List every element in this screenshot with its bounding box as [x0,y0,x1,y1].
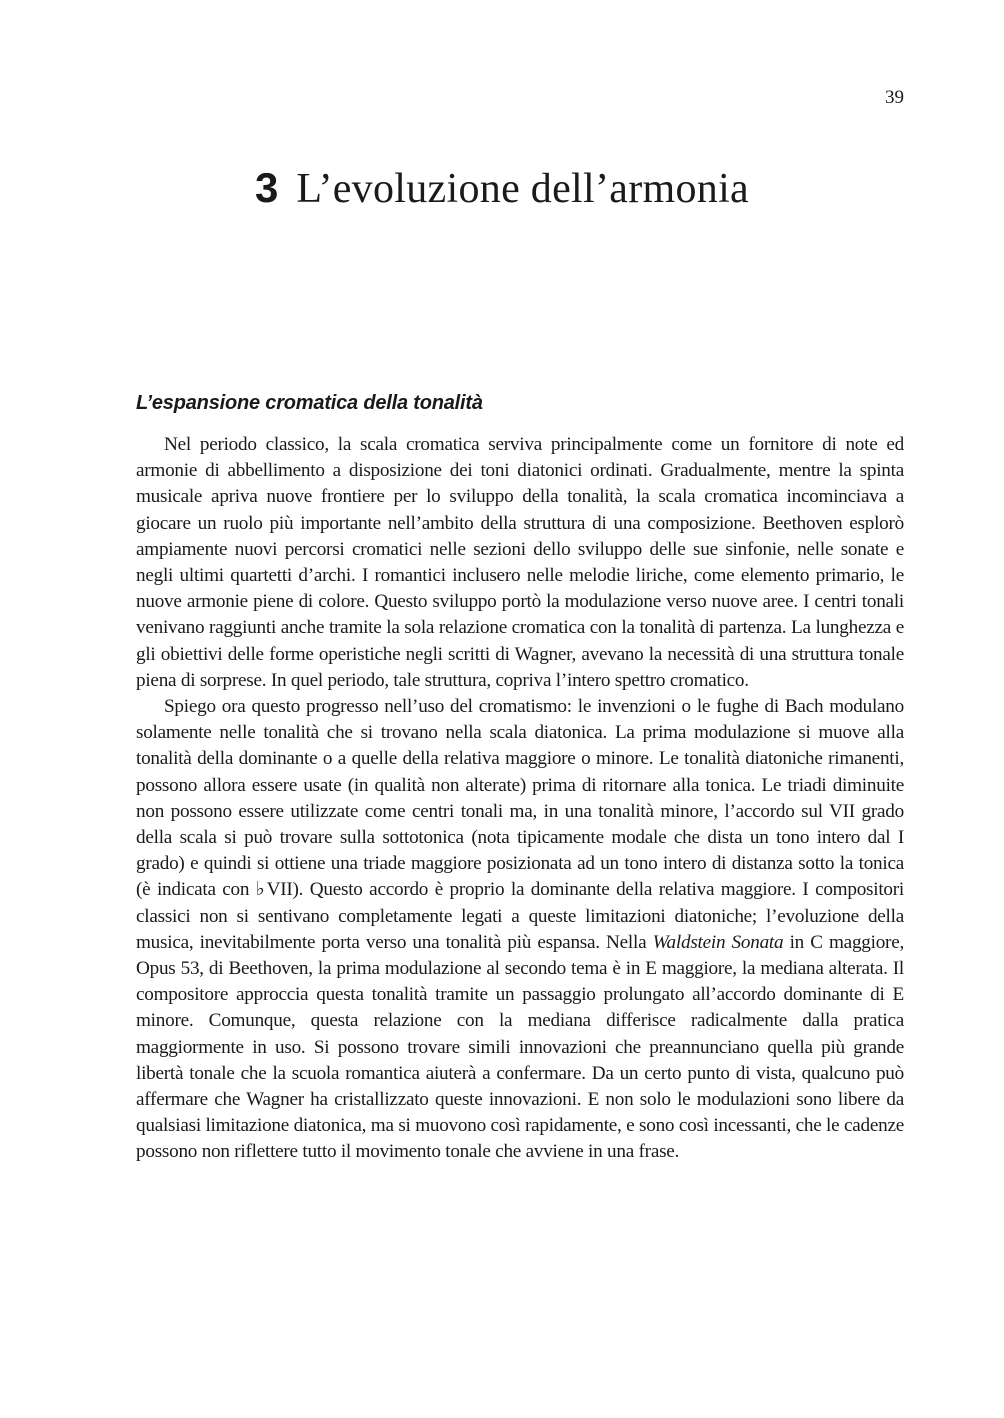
chapter-title: L’evoluzione dell’armonia [296,166,749,212]
paragraph-1: Nel periodo classico, la scala cromatica serviva principalmente come un fornitore di note ed armonie di abbellimento a disposizione dei toni diatonici ordinati. Gradualmente, mentre la spinta musicale apriva nuove frontiere per lo sviluppo della tonalità, la scala cromatica incominciava a giocare un ruolo più importante nell’ambito della struttura di una composizione. Beethoven esplorò ampiamente nuovi percorsi cromatici nelle sezioni dello sviluppo delle sue sinfonie, nelle sonate e negli ultimi quartetti d’archi. I romantici inclusero nelle melodie liriche, come elemento primario, le nuove armonie piene di colore. Questo sviluppo portò la modulazione verso nuove aree. I centri tonali venivano raggiunti anche tramite la sola relazione cromatica con la tonalità di partenza. La lunghezza e gli obiettivi delle forme operistiche negli scritti di Wagner, avevano la necessità di una struttura tonale piena di sorprese. In quel periodo, tale struttura, copriva l’intero spettro cromatico. [136,434,904,691]
chapter-heading [0,160,1004,217]
section-heading: L’espansione cromatica della tonalità [136,392,483,414]
paragraph-2 [136,694,904,1166]
paragraph-2-text-end: in C maggiore, Opus 53, di Beethoven, la prima modulazione al secondo tema è in E maggiore, la mediana alterata. Il compositore approccia questa tonalità tramite un passaggio prolungato all’accordo dominante di E minore. Comunque, questa relazione con la mediana differisce radicalmente dalla pratica maggiormente in uso. Si possono trovare simili innovazioni che preannunciano quella più grande libertà tonale che la scuola romantica aiuterà a confermare. Da un certo punto di vista, qualcuno può affermare che Wagner ha cristallizzato queste innovazioni. E non solo le modulazioni sono libere da qualsiasi limitazione diatonica, ma si muovono così rapidamente, e sono così incessanti, che le cadenze possono non riflettere tutto il movimento tonale che avviene in una frase. [136,931,905,1163]
chapter-number: 3 [255,164,279,211]
body-text [136,432,904,1166]
page-number: 39 [885,87,904,108]
work-title-italic: Waldstein Sonata [652,931,784,953]
paragraph-2-text-start: Spiego ora questo progresso nell’uso del cromatismo: le invenzioni o le fughe di Bach modulano solamente nelle tonalità che si trovano nella scala diatonica. La prima modulazione si muove alla tonalità della dominante o a quelle della relativa maggiore o minore. Le tonalità diatoniche rimanenti, possono allora essere usate (in qualità non alterate) prima di ritornare alla tonica. Le triadi diminuite non possono essere utilizzate come centri tonali ma, in una tonalità minore, l’accordo sul VII grado della scala si può trovare sulla sottotonica (nota tipicamente modale che dista un tono intero dal I grado) e quindi si ottiene una triade maggiore posizionata ad un tono intero di distanza sotto la tonica (è indicata con ♭VII). Questo accordo è proprio la dominante della relativa maggiore. I compositori classici non si sentivano completamente legati a queste limitazioni diatoniche; l’evoluzione della musica, inevitabilmente porta verso una tonalità più espansa. Nella [136,696,904,953]
